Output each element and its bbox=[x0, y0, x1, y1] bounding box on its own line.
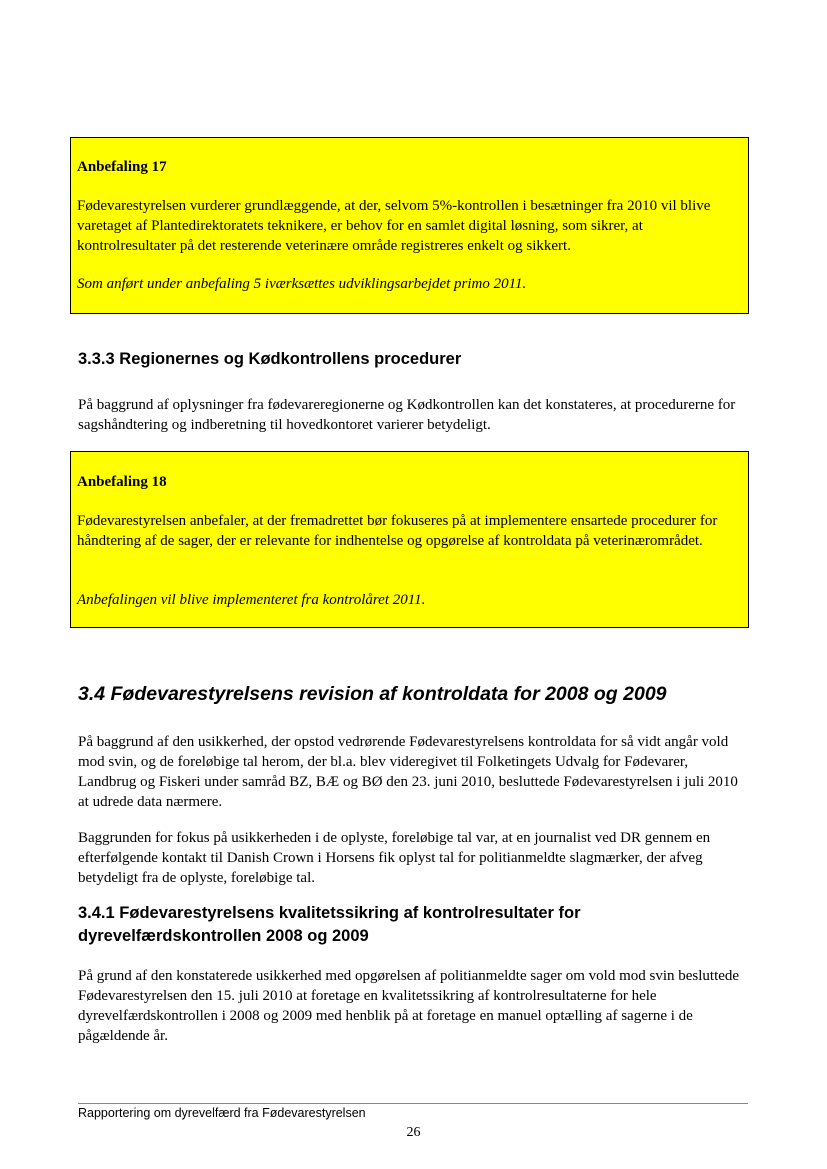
footer-divider bbox=[78, 1103, 748, 1104]
section-3-4-1-paragraph: På grund af den konstaterede usikkerhed med opgørelsen af politianmeldte sager om vold mod svin besluttede Fødevarestyrelsen den 15. juli 2010 at foretage en kvalitetssikring af kontrolresultaterne for hele dyrevelfærdskontrollen i 2008 og 2009 med henblik på at foretage en manuel optælling af sagerne i de pågældende år. bbox=[78, 968, 740, 1044]
recommendation-17-body: Fødevarestyrelsen vurderer grundlæggende, at der, selvom 5%-kontrollen i besætninger fra 2010 vil blive varetaget af Plantedirektoratets teknikere, er behov for en samlet digital løsning, som sikrer, at kontrolresultater på det resterende veterinære område registreres enkelt og sikkert. bbox=[77, 198, 711, 254]
recommendation-18-box bbox=[70, 451, 749, 628]
section-3-3-3-heading: 3.3.3 Regionernes og Kødkontrollens procedurer bbox=[78, 350, 462, 368]
recommendation-18-body: Fødevarestyrelsen anbefaler, at der fremadrettet bør fokuseres på at implementere ensartede procedurer for håndtering af de sager, der er relevante for indhentelse og opgørelse af kontroldata på veterinærområdet. bbox=[77, 513, 718, 549]
recommendation-17-title: Anbefaling 17 bbox=[77, 159, 167, 175]
section-3-4-1-heading-line-2: dyrevelfærdskontrollen 2008 og 2009 bbox=[78, 927, 369, 945]
section-3-3-3-paragraph: På baggrund af oplysninger fra fødevareregionerne og Kødkontrollen kan det konstateres, at procedurerne for sagshåndtering og indberetning til hovedkontoret varierer betydeligt. bbox=[78, 397, 736, 433]
section-3-4-paragraph-2: Baggrunden for fokus på usikkerheden i de oplyste, foreløbige tal var, at en journalist ved DR gennem en efterfølgende kontakt til Danish Crown i Horsens fik oplyst tal for politianmeldte slagmærker, der afveg betydeligt fra de oplyste, foreløbige tal. bbox=[78, 830, 711, 886]
section-3-4-1-heading-line-1: 3.4.1 Fødevarestyrelsens kvalitetssikring af kontrolresultater for bbox=[78, 904, 581, 922]
section-3-4-heading: 3.4 Fødevarestyrelsens revision af kontroldata for 2008 og 2009 bbox=[78, 683, 667, 705]
footer-text: Rapportering om dyrevelfærd fra Fødevarestyrelsen bbox=[78, 1106, 366, 1120]
section-3-4-paragraph-1: På baggrund af den usikkerhed, der opstod vedrørende Fødevarestyrelsens kontroldata for så vidt angår vold mod svin, og de foreløbige tal herom, der bl.a. blev videregivet til Folketingets Udvalg for Fødevarer, Landbrug og Fiskeri under samråd BZ, BÆ og BØ den 23. juni 2010, besluttede Fødevarestyrelsen i juli 2010 at udrede data nærmere. bbox=[78, 734, 738, 810]
page-number: 26 bbox=[406, 1125, 421, 1140]
recommendation-17-note: Som anført under anbefaling 5 iværksættes udviklingsarbejdet primo 2011. bbox=[77, 276, 527, 292]
recommendation-18-title: Anbefaling 18 bbox=[77, 474, 167, 490]
recommendation-17-box bbox=[70, 137, 749, 314]
recommendation-18-note: Anbefalingen vil blive implementeret fra kontrolåret 2011. bbox=[77, 592, 426, 608]
